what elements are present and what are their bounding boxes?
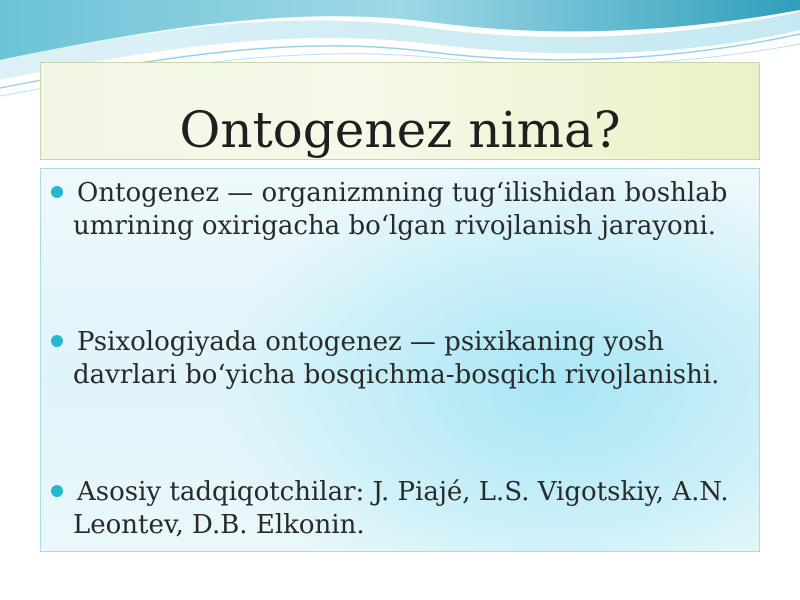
bullet-dot-icon <box>51 485 63 497</box>
title-box <box>40 62 760 160</box>
bullet-dot-icon <box>51 186 63 198</box>
bullet-text: Ontogenez — organizmning tug‘ilishidan boshlab umrining oxirigacha bo‘lgan rivojlanish jarayoni. <box>73 178 728 241</box>
bullet-text: Asosiy tadqiqotchilar: J. Piajé, L.S. Vigotskiy, A.N. Leontev, D.B. Elkonin. <box>73 477 729 540</box>
content-box <box>40 168 760 552</box>
bullet-text: Psixologiyada ontogenez — psixikaning yosh davrlari bo‘yicha bosqichma-bosqich rivojlanishi. <box>73 327 720 390</box>
bullet-dot-icon <box>51 335 63 347</box>
slide-title: Ontogenez nima? <box>179 101 621 159</box>
